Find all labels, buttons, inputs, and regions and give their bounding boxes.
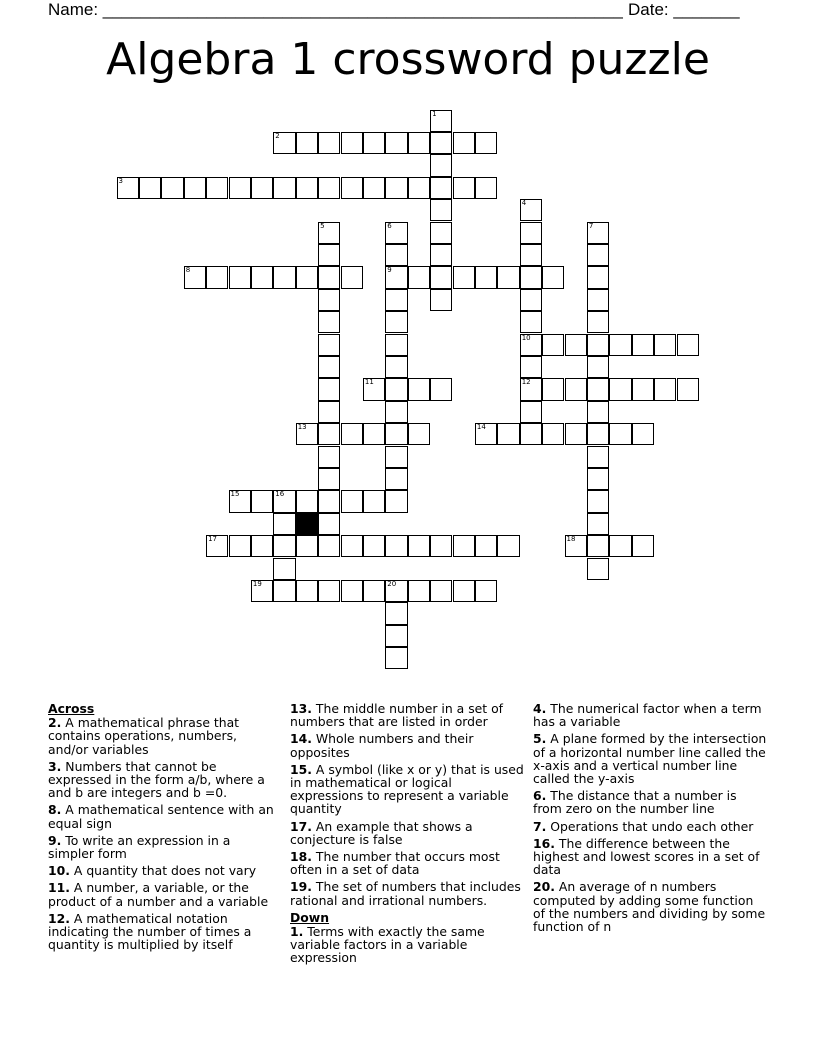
grid-cell[interactable] [251, 535, 273, 557]
grid-cell[interactable] [251, 490, 273, 512]
clue-across-2: 2. A mathematical phrase that contains operations, numbers, and/or variables [48, 715, 240, 757]
clue-number: 7 [588, 221, 594, 230]
grid-cell[interactable] [273, 558, 295, 580]
grid-cell[interactable] [430, 266, 452, 288]
grid-cell[interactable] [430, 132, 452, 154]
grid-cell[interactable] [632, 535, 654, 557]
grid-cell[interactable] [318, 356, 340, 378]
grid-cell[interactable] [430, 154, 452, 176]
grid-cell[interactable] [341, 423, 363, 445]
grid-cell[interactable] [206, 535, 228, 557]
grid-cell[interactable] [587, 356, 609, 378]
clue-column-2 [290, 702, 525, 969]
clue-down-4: 4. The numerical factor when a term has a variable [533, 701, 762, 730]
grid-cell[interactable] [385, 177, 407, 199]
grid-cell[interactable] [296, 266, 318, 288]
clue-across-17: 17. An example that shows a conjecture is false [290, 818, 473, 847]
grid-cell[interactable] [587, 289, 609, 311]
clue-across-19: 19. The set of numbers that includes rational and irrational numbers. [290, 879, 521, 908]
grid-cell[interactable] [273, 580, 295, 602]
grid-cell[interactable] [677, 378, 699, 400]
grid-cell[interactable] [341, 580, 363, 602]
grid-cell[interactable] [273, 266, 295, 288]
grid-cell[interactable] [385, 602, 407, 624]
grid-cell[interactable] [161, 177, 183, 199]
clue-across-18: 18. The number that occurs most often in a set of data [290, 849, 500, 878]
grid-cell[interactable] [408, 378, 430, 400]
grid-cell[interactable] [475, 423, 497, 445]
grid-cell[interactable] [475, 177, 497, 199]
clue-number: 12 [521, 378, 531, 387]
grid-cell[interactable] [229, 535, 251, 557]
grid-cell[interactable] [632, 423, 654, 445]
grid-cell[interactable] [587, 558, 609, 580]
clue-number: 18 [566, 535, 576, 544]
clue-across-8: 8. A mathematical sentence with an equal sign [48, 802, 274, 831]
grid-cell[interactable] [475, 266, 497, 288]
clue-down-7: 7. Operations that undo each other [533, 818, 754, 834]
grid-cell[interactable] [542, 266, 564, 288]
grid-cell[interactable] [385, 490, 407, 512]
grid-cell[interactable] [453, 580, 475, 602]
grid-cell[interactable] [385, 222, 407, 244]
grid-cell[interactable] [385, 423, 407, 445]
grid-cell[interactable] [117, 177, 139, 199]
grid-cell[interactable] [318, 580, 340, 602]
grid-cell[interactable] [251, 580, 273, 602]
grid-cell[interactable] [475, 535, 497, 557]
grid-cell[interactable] [385, 401, 407, 423]
grid-cell[interactable] [453, 132, 475, 154]
clue-across-3: 3. Numbers that cannot be expressed in the form a/b, where a and b are integers and b =0. [48, 758, 265, 801]
grid-cell[interactable] [497, 535, 519, 557]
grid-cell[interactable] [565, 334, 587, 356]
clue-number: 1 [432, 109, 437, 118]
clue-number: 17 [208, 535, 218, 544]
clues-section [0, 702, 816, 1042]
grid-cell[interactable] [229, 490, 251, 512]
grid-cell[interactable] [273, 490, 295, 512]
grid-cell[interactable] [318, 468, 340, 490]
grid-cell[interactable] [587, 490, 609, 512]
clue-number: 19 [252, 579, 262, 588]
grid-cell[interactable] [318, 266, 340, 288]
grid-cell[interactable] [385, 244, 407, 266]
grid-cell[interactable] [587, 244, 609, 266]
grid-cell[interactable] [587, 513, 609, 535]
name-line[interactable]: Name: _______________________________________________________ [48, 0, 623, 19]
grid-cell[interactable] [520, 334, 542, 356]
clue-number: 2 [275, 131, 280, 140]
grid-cell[interactable] [520, 266, 542, 288]
clue-number: 5 [320, 221, 325, 230]
grid-cell[interactable] [318, 513, 340, 535]
grid-cell[interactable] [385, 289, 407, 311]
grid-cell[interactable] [609, 378, 631, 400]
grid-cell[interactable] [229, 266, 251, 288]
grid-cell[interactable] [520, 423, 542, 445]
grid-cell[interactable] [520, 222, 542, 244]
clue-across-11: 11. A number, a variable, or the product of a number and a variable [48, 880, 269, 909]
clue-down-20: 20. An average of n numbers computed by adding some function of the numbers and dividing by some function of n [533, 879, 766, 935]
grid-cell[interactable] [677, 334, 699, 356]
grid-cell[interactable] [341, 266, 363, 288]
down-heading: Down [290, 909, 330, 925]
grid-cell[interactable] [385, 580, 407, 602]
clue-number: 16 [275, 490, 285, 499]
grid-cell[interactable] [318, 446, 340, 468]
grid-cell[interactable] [430, 289, 452, 311]
grid-cell[interactable] [341, 535, 363, 557]
grid-cell[interactable] [587, 334, 609, 356]
grid-cell[interactable] [363, 535, 385, 557]
clue-number: 13 [297, 423, 307, 432]
grid-cell[interactable] [385, 334, 407, 356]
grid-cell[interactable] [206, 177, 228, 199]
clue-column-3 [533, 702, 768, 937]
grid-cell[interactable] [341, 177, 363, 199]
grid-cell[interactable] [363, 580, 385, 602]
clue-number: 8 [185, 266, 191, 275]
grid-cell[interactable] [385, 625, 407, 647]
grid-cell[interactable] [273, 535, 295, 557]
grid-cell[interactable] [296, 490, 318, 512]
clue-across-14: 14. Whole numbers and their opposites [290, 731, 474, 760]
grid-cell[interactable] [318, 490, 340, 512]
clue-across-12: 12. A mathematical notation indicating the number of times a quantity is multiplied by itself [48, 910, 252, 953]
grid-cell[interactable] [654, 378, 676, 400]
grid-cell[interactable] [587, 378, 609, 400]
page-title: Algebra 1 crossword puzzle [106, 34, 710, 85]
grid-cell[interactable] [363, 423, 385, 445]
grid-cell[interactable] [475, 132, 497, 154]
date-line[interactable]: Date: _______ [628, 0, 740, 19]
grid-cell[interactable] [408, 177, 430, 199]
grid-cell[interactable] [654, 334, 676, 356]
grid-cell[interactable] [296, 535, 318, 557]
grid-cell[interactable] [609, 535, 631, 557]
grid-cell[interactable] [184, 177, 206, 199]
clue-down-16: 16. The difference between the highest and lowest scores in a set of data [533, 835, 760, 878]
clue-number: 9 [387, 266, 392, 275]
grid-cell[interactable] [318, 311, 340, 333]
grid-cell[interactable] [430, 222, 452, 244]
grid-cell[interactable] [520, 401, 542, 423]
clue-number: 15 [230, 490, 240, 499]
grid-cell[interactable] [565, 378, 587, 400]
grid-cell[interactable] [430, 199, 452, 221]
grid-cell[interactable] [632, 334, 654, 356]
grid-cell[interactable] [206, 266, 228, 288]
grid-cell[interactable] [430, 244, 452, 266]
grid-cell[interactable] [587, 423, 609, 445]
grid-cell[interactable] [587, 401, 609, 423]
clue-number: 4 [521, 199, 527, 208]
grid-cell[interactable] [408, 580, 430, 602]
grid-cell[interactable] [296, 580, 318, 602]
grid-cell[interactable] [609, 423, 631, 445]
grid-cell[interactable] [385, 132, 407, 154]
grid-cell[interactable] [318, 244, 340, 266]
grid-cell[interactable] [363, 177, 385, 199]
grid-cell[interactable] [385, 266, 407, 288]
clue-across-15: 15. A symbol (like x or y) that is used in mathematical or logical expressions to represent a variable quantity [290, 761, 524, 817]
grid-cell[interactable] [587, 266, 609, 288]
grid-cell[interactable] [318, 222, 340, 244]
grid-cell[interactable] [408, 266, 430, 288]
grid-cell[interactable] [587, 311, 609, 333]
grid-cell[interactable] [363, 132, 385, 154]
grid-cell[interactable] [408, 132, 430, 154]
grid-cell[interactable] [385, 647, 407, 669]
grid-cell[interactable] [385, 468, 407, 490]
grid-cell[interactable] [318, 423, 340, 445]
grid-cell[interactable] [520, 289, 542, 311]
grid-cell[interactable] [587, 468, 609, 490]
grid-cell[interactable] [229, 177, 251, 199]
clue-down-5: 5. A plane formed by the intersection of a horizontal number line called the x-axis and a vertical number line called the y-axis [533, 731, 767, 787]
grid-cell[interactable] [430, 580, 452, 602]
grid-cell[interactable] [587, 535, 609, 557]
grid-cell[interactable] [385, 535, 407, 557]
grid-cell[interactable] [408, 535, 430, 557]
grid-cell[interactable] [318, 177, 340, 199]
grid-cell[interactable] [430, 110, 452, 132]
grid-cell[interactable] [251, 266, 273, 288]
grid-cell[interactable] [542, 378, 564, 400]
grid-cell[interactable] [318, 535, 340, 557]
clue-across-13: 13. The middle number in a set of numbers that are listed in order [290, 701, 504, 730]
grid-cell[interactable] [296, 177, 318, 199]
clue-across-9: 9. To write an expression in a simpler form [48, 832, 231, 862]
grid-cell[interactable] [497, 266, 519, 288]
clue-number: 10 [521, 333, 531, 342]
grid-cell[interactable] [542, 423, 564, 445]
grid-cell[interactable] [273, 513, 295, 535]
clue-number: 3 [118, 176, 123, 185]
grid-cell[interactable] [453, 535, 475, 557]
across-heading: Across [48, 701, 95, 716]
grid-cell[interactable] [430, 177, 452, 199]
grid-cell[interactable] [385, 378, 407, 400]
grid-cell[interactable] [520, 244, 542, 266]
grid-cell[interactable] [318, 132, 340, 154]
grid-cell[interactable] [542, 334, 564, 356]
grid-cell[interactable] [318, 289, 340, 311]
grid-cell[interactable] [341, 490, 363, 512]
clue-number: 20 [387, 579, 397, 588]
clue-column-1 [48, 702, 280, 955]
grid-cell[interactable] [273, 177, 295, 199]
grid-cell[interactable] [296, 132, 318, 154]
grid-cell[interactable] [520, 356, 542, 378]
grid-cell[interactable] [273, 132, 295, 154]
grid-cell[interactable] [363, 378, 385, 400]
clue-down-6: 6. The distance that a number is from zero on the number line [533, 788, 737, 817]
grid-cell[interactable] [385, 446, 407, 468]
grid-cell[interactable] [430, 378, 452, 400]
grid-cell[interactable] [139, 177, 161, 199]
grid-cell[interactable] [184, 266, 206, 288]
grid-cell[interactable] [385, 356, 407, 378]
grid-cell[interactable] [318, 378, 340, 400]
grid-cell[interactable] [453, 266, 475, 288]
grid-cell[interactable] [520, 199, 542, 221]
clue-number: 14 [476, 423, 486, 432]
grid-cell[interactable] [296, 423, 318, 445]
grid-cell[interactable] [520, 311, 542, 333]
grid-cell[interactable] [632, 378, 654, 400]
grid-cell[interactable] [408, 423, 430, 445]
grid-cell[interactable] [453, 177, 475, 199]
grid-cell[interactable] [363, 490, 385, 512]
clue-down-1: 1. Terms with exactly the same variable factors in a variable expression [290, 924, 485, 966]
grid-cell[interactable] [520, 378, 542, 400]
clue-across-10: 10. A quantity that does not vary [48, 863, 257, 879]
grid-cell[interactable] [565, 535, 587, 557]
clue-number: 6 [387, 221, 392, 230]
grid-cell[interactable] [430, 535, 452, 557]
grid-cell[interactable] [497, 423, 519, 445]
grid-cell[interactable] [341, 132, 363, 154]
grid-cell[interactable] [318, 334, 340, 356]
grid-cell[interactable] [587, 446, 609, 468]
black-cell [296, 513, 318, 535]
grid-cell[interactable] [251, 177, 273, 199]
grid-cell[interactable] [565, 423, 587, 445]
grid-cell[interactable] [385, 311, 407, 333]
grid-cell[interactable] [587, 222, 609, 244]
clue-number: 11 [364, 378, 374, 387]
grid-cell[interactable] [475, 580, 497, 602]
grid-cell[interactable] [318, 401, 340, 423]
grid-cell[interactable] [609, 334, 631, 356]
